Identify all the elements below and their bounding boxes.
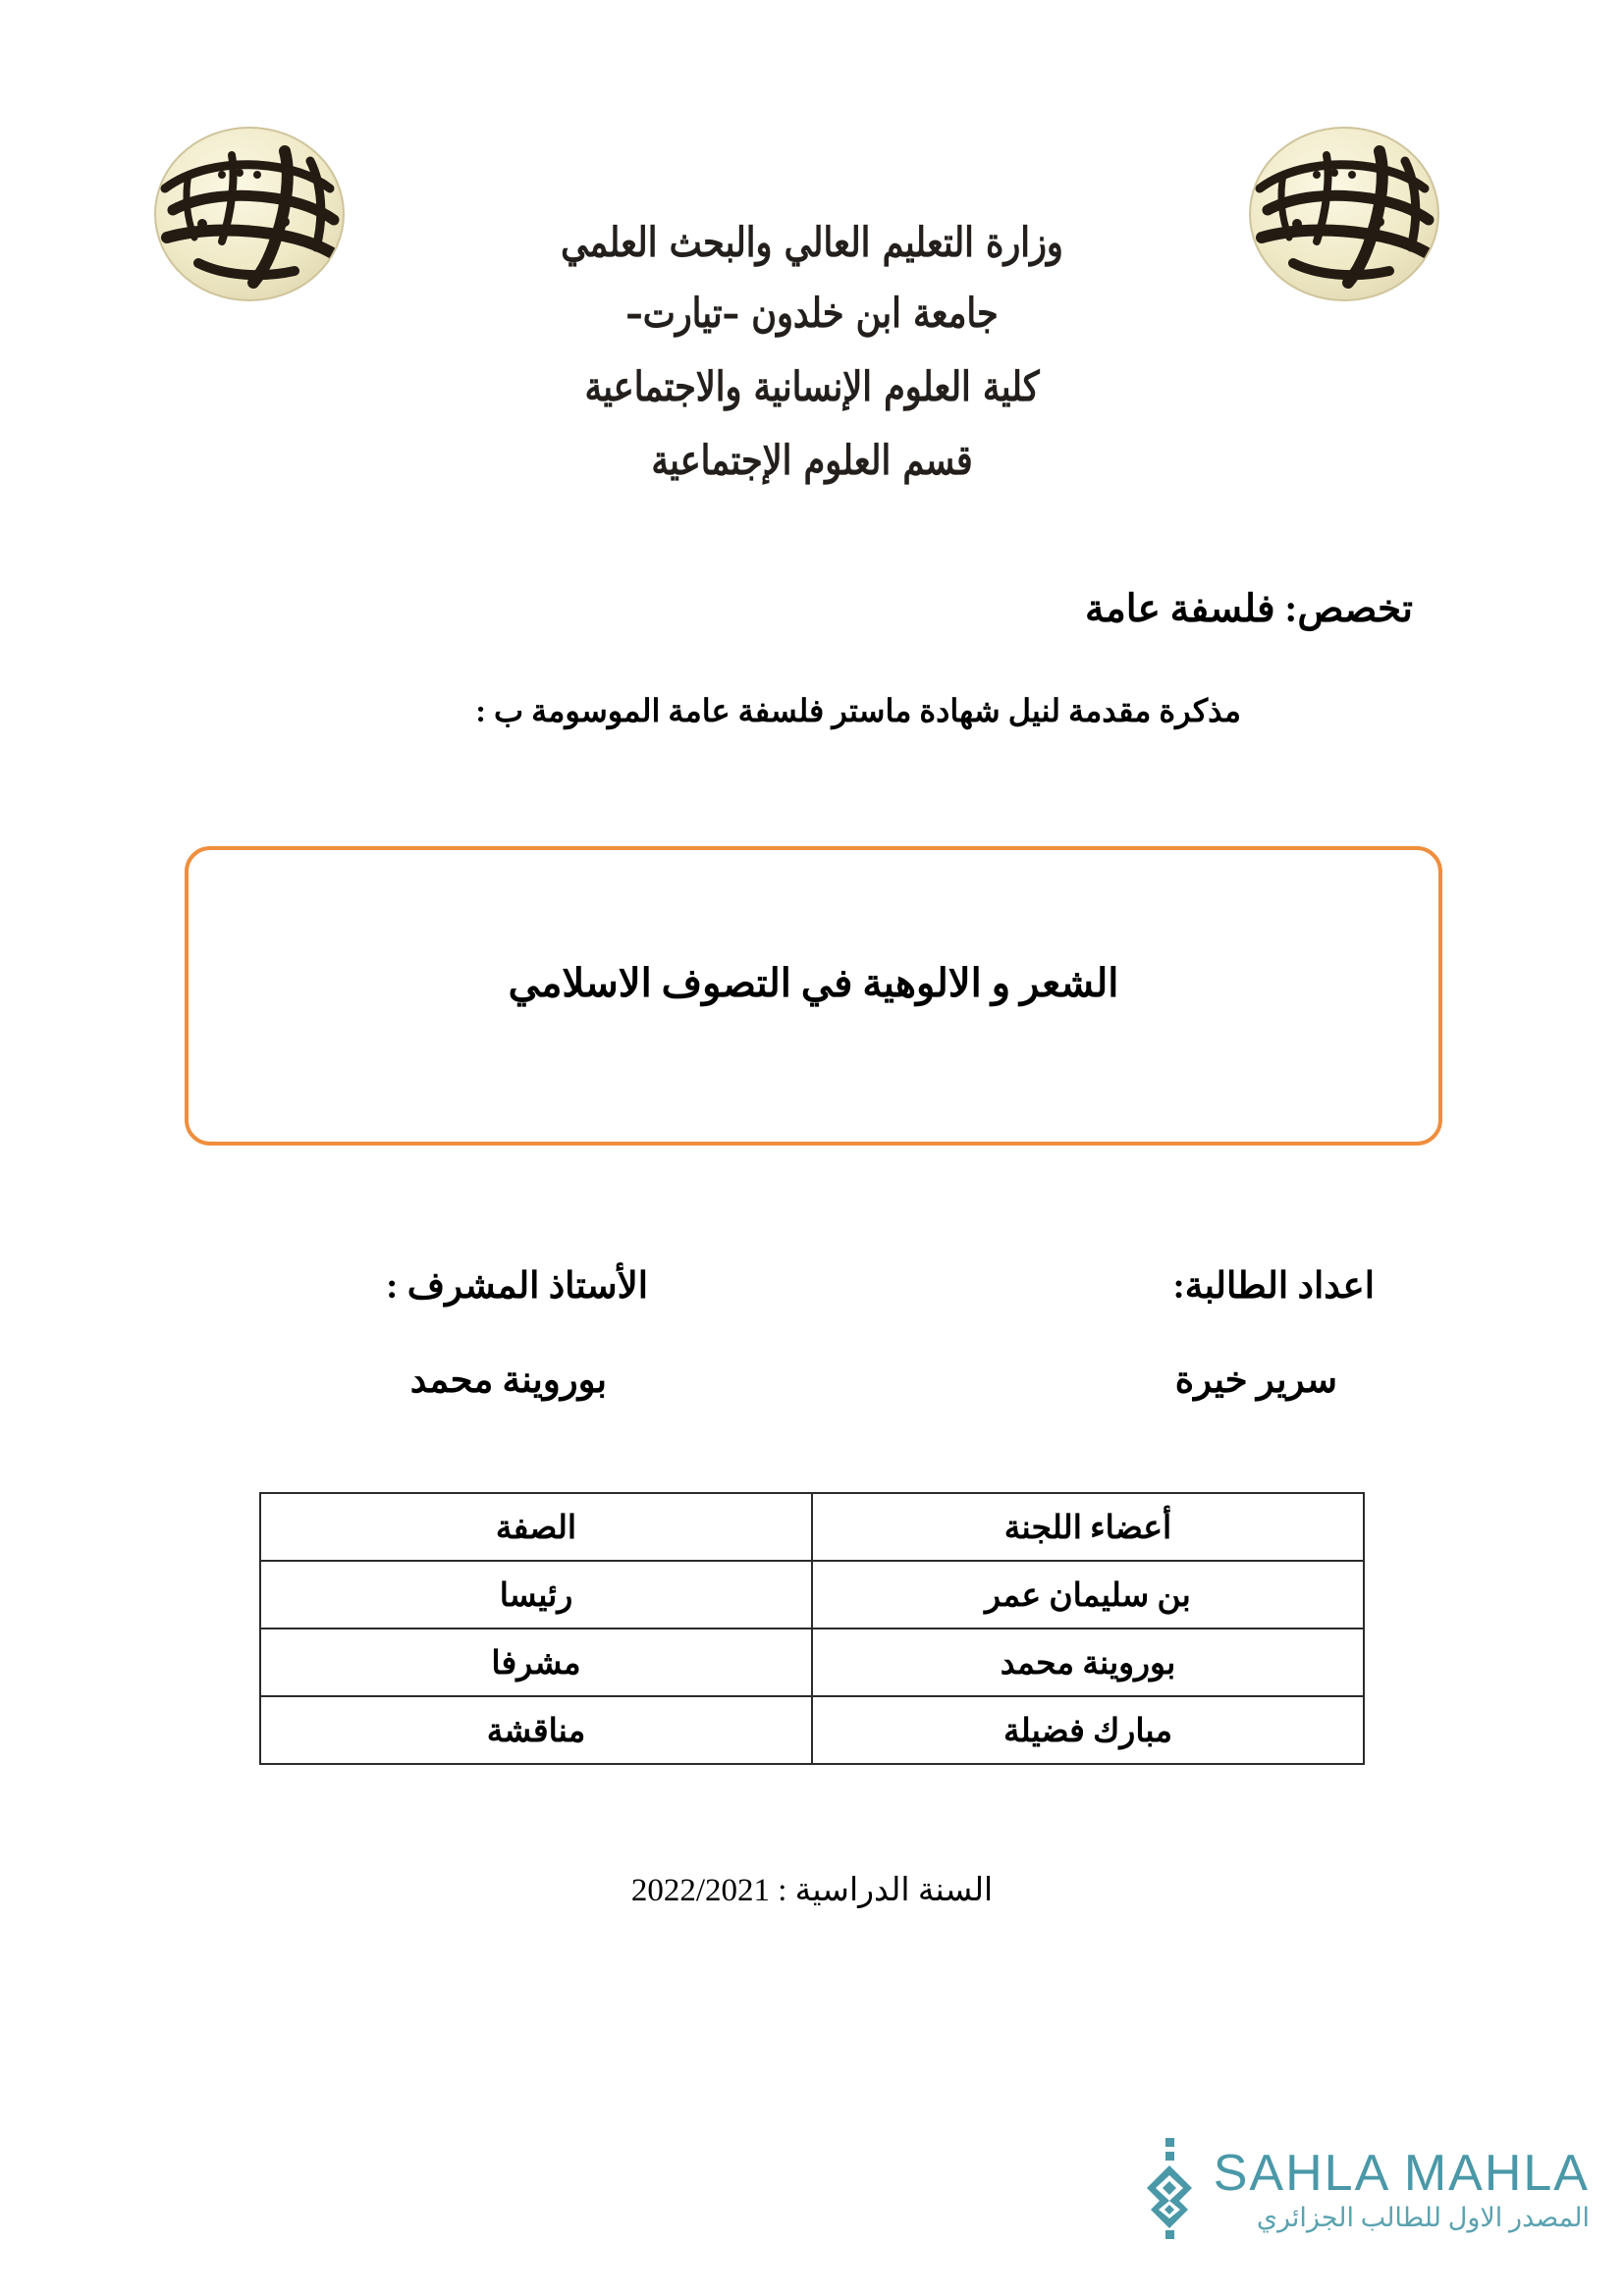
jury-member-name: مبارك فضيلة xyxy=(812,1696,1364,1764)
sahla-mahla-logo-icon xyxy=(1137,2136,1202,2242)
sahla-mahla-watermark xyxy=(1137,2136,1590,2242)
jury-member-name: بوروينة محمد xyxy=(812,1629,1364,1696)
submission-statement: مذكرة مقدمة لنيل شهادة ماستر فلسفة عامة الموسومة ب : xyxy=(475,693,1241,728)
watermark-brand: SAHLA MAHLA xyxy=(1213,2144,1590,2202)
table-header-row xyxy=(260,1493,1364,1561)
department-line: قسم العلوم الإجتماعية xyxy=(651,437,973,485)
supervisor-label: الأستاذ المشرف : xyxy=(386,1266,648,1307)
thesis-title: الشعر و الالوهية في التصوف الاسلامي xyxy=(508,961,1119,1005)
header-cell-role: الصفة xyxy=(260,1493,812,1561)
ministry-line: وزارة التعليم العالي والبحث العلمي xyxy=(561,219,1063,267)
table-row xyxy=(260,1561,1364,1629)
jury-member-role: رئيسا xyxy=(260,1561,812,1629)
table-row xyxy=(260,1696,1364,1764)
supervisor-name: بوروينة محمد xyxy=(409,1361,607,1401)
table-row xyxy=(260,1629,1364,1696)
university-line: جامعة ابن خلدون –تيارت– xyxy=(625,290,999,338)
byline-section xyxy=(0,1264,1624,1412)
jury-member-role: مشرفا xyxy=(260,1629,812,1696)
institution-header xyxy=(0,219,1624,485)
academic-year: السنة الدراسية : 2022/2021 xyxy=(630,1873,994,1908)
jury-table xyxy=(259,1492,1365,1765)
jury-member-name: بن سليمان عمر xyxy=(812,1561,1364,1629)
specialization-line: تخصص: فلسفة عامة xyxy=(1084,588,1413,630)
header-cell-members: أعضاء اللجنة xyxy=(812,1493,1364,1561)
watermark-tagline: المصدر الاول للطالب الجزائري xyxy=(1256,2202,1590,2232)
faculty-line: كلية العلوم الإنسانية والاجتماعية xyxy=(584,363,1040,411)
jury-member-role: مناقشة xyxy=(260,1696,812,1764)
thesis-title-box xyxy=(185,846,1442,1146)
student-name: سرير خيرة xyxy=(1174,1361,1337,1401)
watermark-text xyxy=(1213,2144,1590,2232)
student-label: اعداد الطالبة: xyxy=(1172,1266,1375,1307)
